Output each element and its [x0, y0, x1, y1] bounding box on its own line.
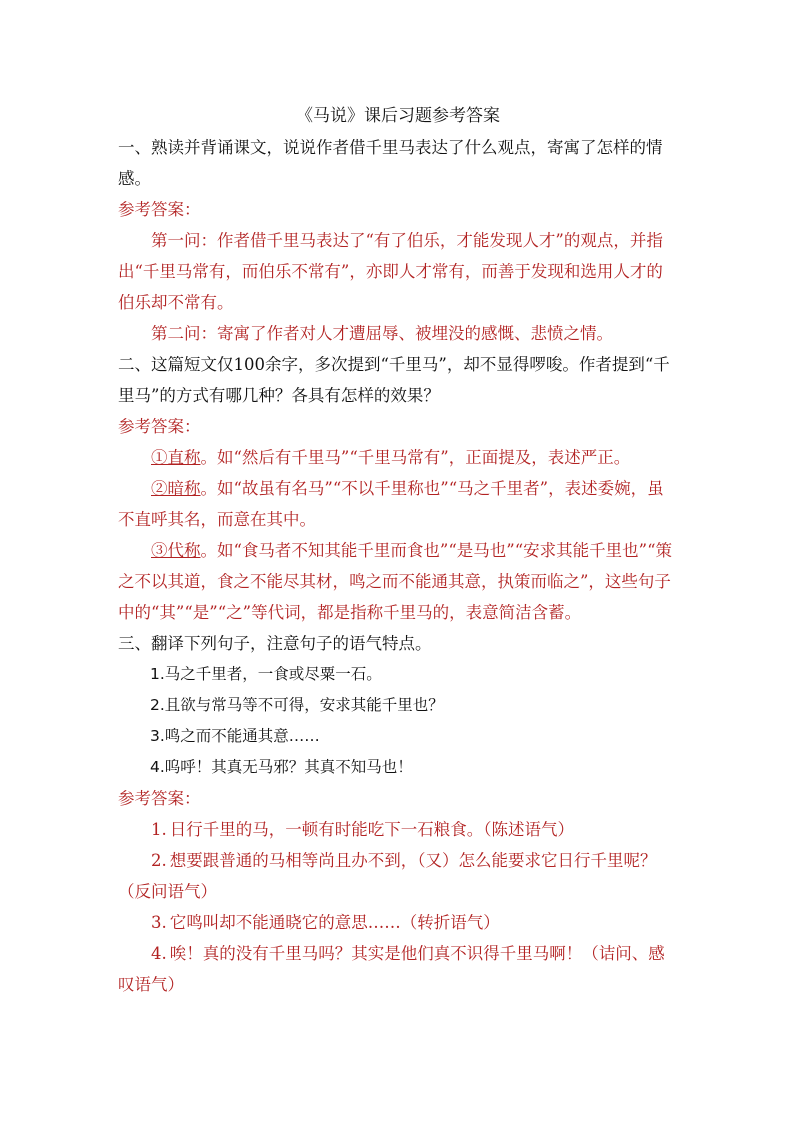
term-pronoun: ③代称	[151, 541, 201, 560]
translation-2	[118, 845, 678, 907]
answer-label-3: 参考答案：	[118, 789, 201, 808]
term-direct: ①直称	[151, 448, 201, 467]
sentence-4: 4.呜呼！其真无马邪？其真不知马也！	[150, 758, 413, 776]
translation-number: 1.	[151, 820, 167, 839]
page-title: 《马说》课后习题参考答案	[296, 106, 500, 126]
answer-2-item	[118, 473, 678, 535]
translation-number: 3.	[151, 913, 167, 932]
answer-label-1: 参考答案：	[118, 200, 201, 219]
translation-number: 2.	[151, 851, 167, 870]
answer-2-item	[118, 535, 678, 628]
question-1: 一、熟读并背诵课文，说说作者借千里马表达了什么观点，寄寓了怎样的情感。	[118, 138, 663, 188]
translation-3	[118, 907, 678, 938]
answer-1-part-2: 第二问：寄寓了作者对人才遭屈辱、被埋没的感慨、悲愤之情。	[151, 324, 613, 343]
question-2: 二、这篇短文仅100余字，多次提到“千里马”，却不显得啰唆。作者提到“千里马”的方式有哪几种？各具有怎样的效果？	[118, 355, 670, 405]
answer-2-item-text: 。如“故虽有名马”“不以千里称也”“马之千里者”，表述委婉，虽不直呼其名，而意在其中。	[118, 479, 664, 529]
answer-2-item-text: 。如“食马者不知其能千里而食也”“是马也”“安求其能千里也”“策之不以其道，食之不能尽其材，鸣之而不能通其意，执策而临之”，这些句子中的“其”“是”“之”等代词，都是指称千里马的，表意简洁含蓄。	[118, 541, 673, 622]
translation-text: 唉！真的没有千里马吗？其实是他们真不识得千里马啊！（诘问、感叹语气）	[118, 944, 665, 994]
sentence-2: 2.且欲与常马等不可得，安求其能千里也？	[150, 696, 444, 714]
translation-text: 它鸣叫却不能通晓它的意思……（转折语气）	[169, 913, 500, 932]
document-page	[118, 100, 678, 1000]
term-implicit: ②暗称	[151, 479, 201, 498]
answer-2-item	[118, 442, 678, 473]
answer-1-part-1: 第一问：作者借千里马表达了“有了伯乐，才能发现人才”的观点，并指出“千里马常有，而伯乐不常有”，亦即人才常有，而善于发现和选用人才的伯乐却不常有。	[118, 231, 663, 312]
translation-4	[118, 938, 678, 1000]
translation-number: 4.	[151, 944, 167, 963]
translation-text: 日行千里的马，一顿有时能吃下一石粮食。（陈述语气）	[169, 820, 574, 839]
sentence-1: 1.马之千里者，一食或尽粟一石。	[150, 665, 382, 683]
translation-1	[118, 814, 678, 845]
answer-label-2: 参考答案：	[118, 417, 201, 436]
translation-text: 想要跟普通的马相等尚且办不到，（又）怎么能要求它日行千里呢？（反问语气）	[118, 851, 657, 901]
answer-2-item-text: 。如“然后有千里马”“千里马常有”，正面提及，表述严正。	[200, 448, 631, 467]
question-3: 三、翻译下列句子，注意句子的语气特点。	[118, 634, 432, 653]
sentence-3: 3.鸣之而不能通其意……	[150, 727, 320, 745]
